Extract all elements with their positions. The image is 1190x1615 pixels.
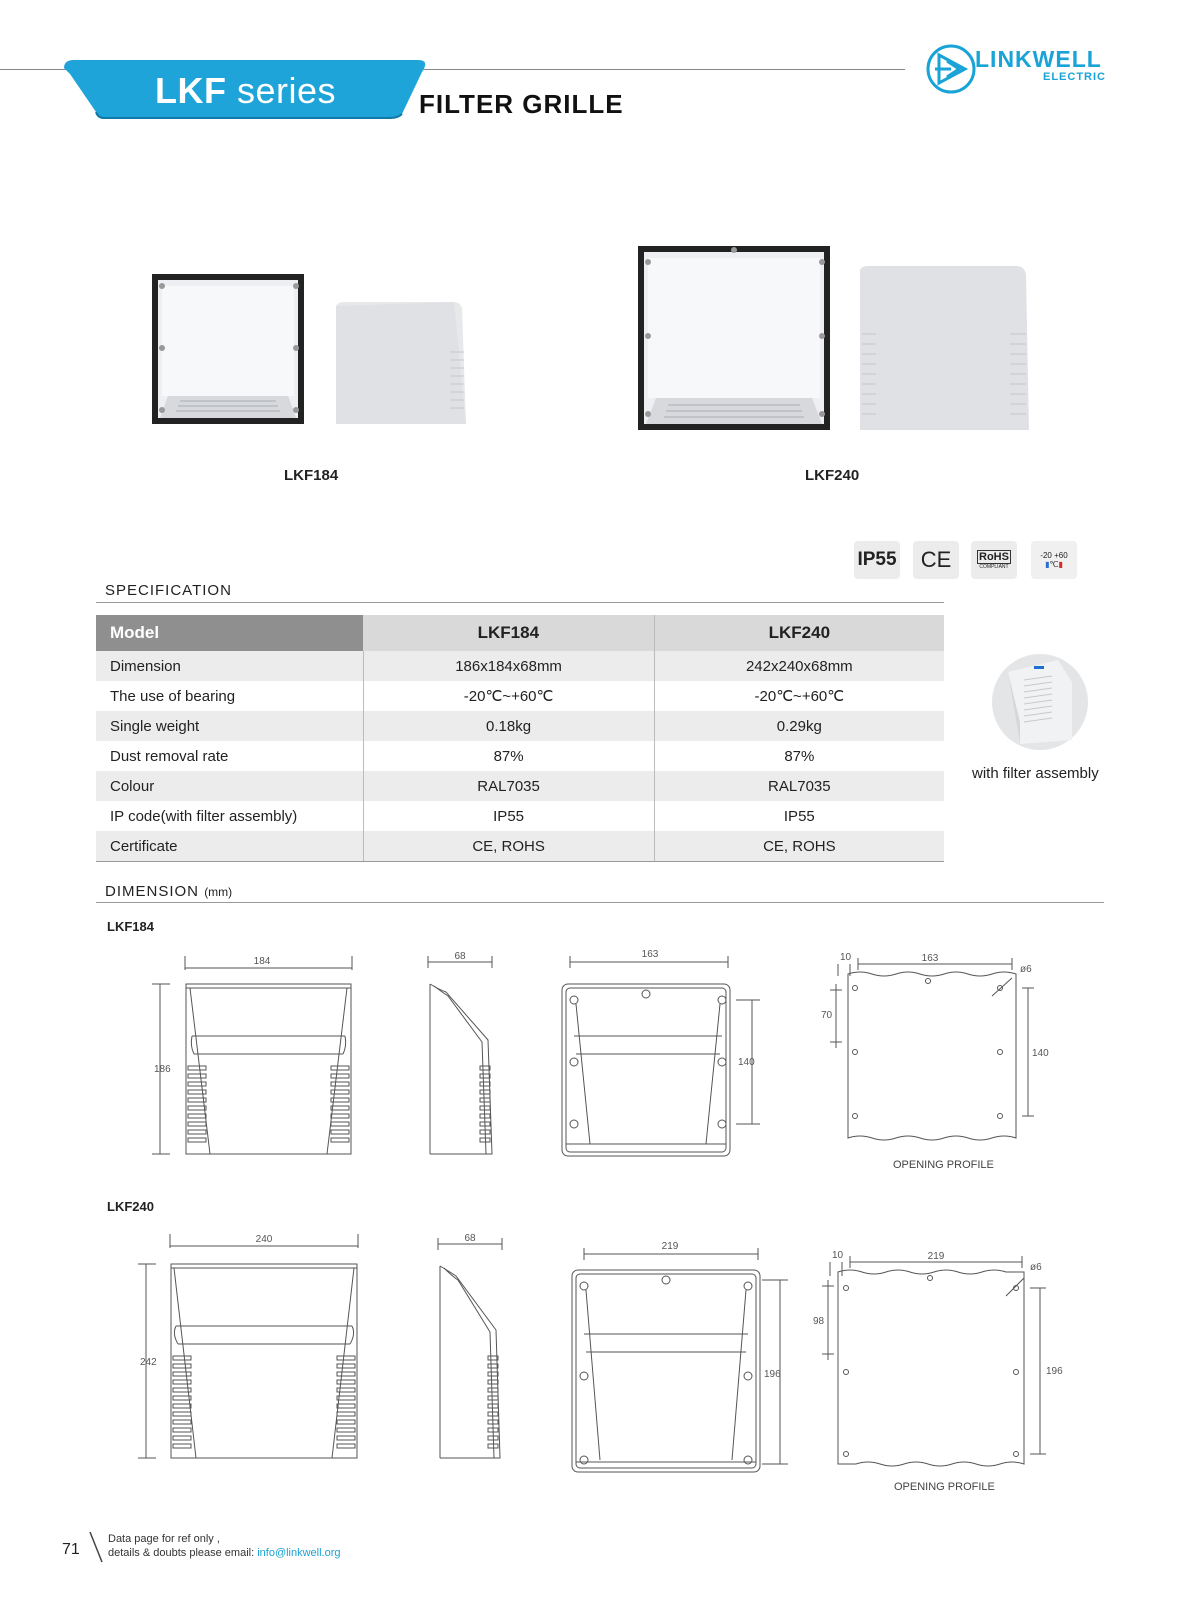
lkf240-side-drawing	[430, 1232, 510, 1464]
spec-cell: 186x184x68mm	[363, 651, 654, 681]
lkf184-profile-width-label: 163	[921, 953, 939, 964]
lkf184-profile-height-label: 140	[1032, 1048, 1049, 1059]
lkf240-opening-profile-caption: OPENING PROFILE	[894, 1481, 995, 1493]
spec-cell: IP55	[654, 801, 944, 831]
lkf240-opening-profile-drawing	[812, 1248, 1082, 1468]
table-row	[96, 741, 944, 771]
lkf184-side-drawing	[420, 950, 500, 1160]
spec-row-label: Certificate	[96, 831, 363, 862]
product-image-lkf240	[636, 244, 1036, 434]
page-number: 71	[62, 1541, 80, 1558]
temperature-range-badge	[1031, 541, 1077, 579]
spec-cell: RAL7035	[363, 771, 654, 801]
lkf240-dimension-label: LKF240	[107, 1199, 154, 1214]
lkf184-dimension-label: LKF184	[107, 919, 154, 934]
lkf240-front-height-label: 242	[140, 1357, 157, 1368]
temperature-unit: ℃	[1049, 560, 1059, 569]
specification-rule	[96, 602, 944, 603]
series-suffix: series	[226, 70, 337, 111]
spec-cell: 87%	[363, 741, 654, 771]
lkf240-back-height-label: 196	[764, 1369, 781, 1380]
filter-assembly-image	[990, 652, 1090, 752]
thermometer-icon: ▮℃▮	[1045, 560, 1063, 569]
lkf240-front-drawing	[136, 1228, 368, 1464]
footer-divider-icon	[88, 1530, 104, 1564]
spec-header-lkf184: LKF184	[363, 615, 654, 651]
temperature-range-label: -20 +60	[1040, 551, 1068, 560]
lkf240-side-depth-label: 68	[464, 1233, 476, 1244]
table-row	[96, 771, 944, 801]
page-subtitle: FILTER GRILLE	[419, 89, 624, 119]
spec-cell: CE, ROHS	[363, 831, 654, 862]
spec-row-label: Dust removal rate	[110, 747, 229, 765]
specification-title: SPECIFICATION	[105, 582, 232, 599]
spec-header-row	[96, 615, 944, 651]
linkwell-logo-icon	[925, 43, 977, 95]
spec-row-label: Single weight	[96, 711, 363, 741]
lkf240-front-width-label: 240	[255, 1234, 273, 1245]
ce-mark-icon: CE	[913, 541, 959, 579]
footer-line2: details & doubts please email:	[108, 1547, 258, 1559]
lkf184-back-drawing	[560, 944, 780, 1160]
spec-cell: 0.29kg	[654, 711, 944, 741]
lkf240-profile-mid-label: 98	[813, 1316, 825, 1327]
spec-header-lkf240: LKF240	[654, 615, 944, 651]
lkf240-profile-hole-label: ø6	[1030, 1262, 1042, 1273]
product-image-lkf184	[150, 272, 470, 432]
lkf184-profile-mid-label: 70	[821, 1010, 833, 1021]
lkf184-opening-profile-drawing	[820, 950, 1070, 1160]
series-title	[155, 70, 336, 112]
table-row	[96, 831, 944, 862]
spec-row-label: Dimension	[96, 651, 363, 681]
specification-table	[96, 615, 944, 862]
ip55-badge: IP55	[854, 541, 900, 579]
table-row	[96, 651, 944, 681]
brand-sub: ELECTRIC	[1043, 71, 1106, 83]
lkf240-back-drawing	[570, 1236, 800, 1476]
dimension-unit: (mm)	[204, 885, 233, 899]
filter-assembly-caption: with filter assembly	[972, 765, 1099, 782]
spec-cell: -20℃~+60℃	[654, 681, 944, 711]
rohs-label: RoHS	[979, 551, 1009, 563]
footer-note	[108, 1532, 341, 1560]
dimension-title	[105, 883, 232, 900]
footer-line2-wrap	[108, 1546, 341, 1560]
lkf184-front-height-label: 186	[154, 1064, 171, 1075]
lkf184-front-width-label: 184	[253, 956, 271, 967]
table-row	[96, 681, 944, 711]
product-caption-lkf240: LKF240	[805, 467, 860, 484]
spec-cell: -20℃~+60℃	[363, 681, 654, 711]
lkf184-opening-profile-caption: OPENING PROFILE	[893, 1159, 994, 1171]
product-caption-lkf184: LKF184	[284, 467, 339, 484]
spec-cell: RAL7035	[654, 771, 944, 801]
dimension-rule	[96, 902, 1104, 903]
spec-cell: 242x240x68mm	[654, 651, 944, 681]
lkf184-back-height-label: 140	[738, 1057, 755, 1068]
spec-row-label: The use of bearing	[110, 687, 236, 705]
lkf240-profile-height-label: 196	[1046, 1366, 1063, 1377]
lkf184-profile-edge-label: 10	[840, 952, 852, 963]
series-prefix: LKF	[155, 70, 227, 111]
table-row	[96, 711, 944, 741]
lkf240-profile-edge-label: 10	[832, 1250, 844, 1261]
footer-line1: Data page for ref only ,	[108, 1533, 220, 1545]
rohs-badge	[971, 541, 1017, 579]
lkf184-profile-hole-label: ø6	[1020, 964, 1032, 975]
spec-cell: CE, ROHS	[654, 831, 944, 862]
dimension-title-text: DIMENSION	[105, 883, 200, 900]
lkf184-front-drawing	[150, 950, 360, 1160]
spec-row-label: IP code(with filter assembly)	[110, 807, 298, 825]
lkf184-side-depth-label: 68	[454, 951, 466, 962]
footer-email-link[interactable]: info@linkwell.org	[257, 1547, 341, 1559]
lkf184-back-width-label: 163	[641, 949, 659, 960]
brand-name: LINKWELL	[975, 46, 1102, 72]
spec-cell: 0.18kg	[363, 711, 654, 741]
spec-row-label: Colour	[96, 771, 363, 801]
lkf240-back-width-label: 219	[661, 1241, 679, 1252]
table-row	[96, 801, 944, 831]
spec-cell: IP55	[363, 801, 654, 831]
spec-header-model: Model	[96, 615, 363, 651]
lkf240-profile-width-label: 219	[927, 1251, 945, 1262]
spec-cell: 87%	[654, 741, 944, 771]
rohs-sub-label: COMPLIANT	[979, 564, 1009, 570]
